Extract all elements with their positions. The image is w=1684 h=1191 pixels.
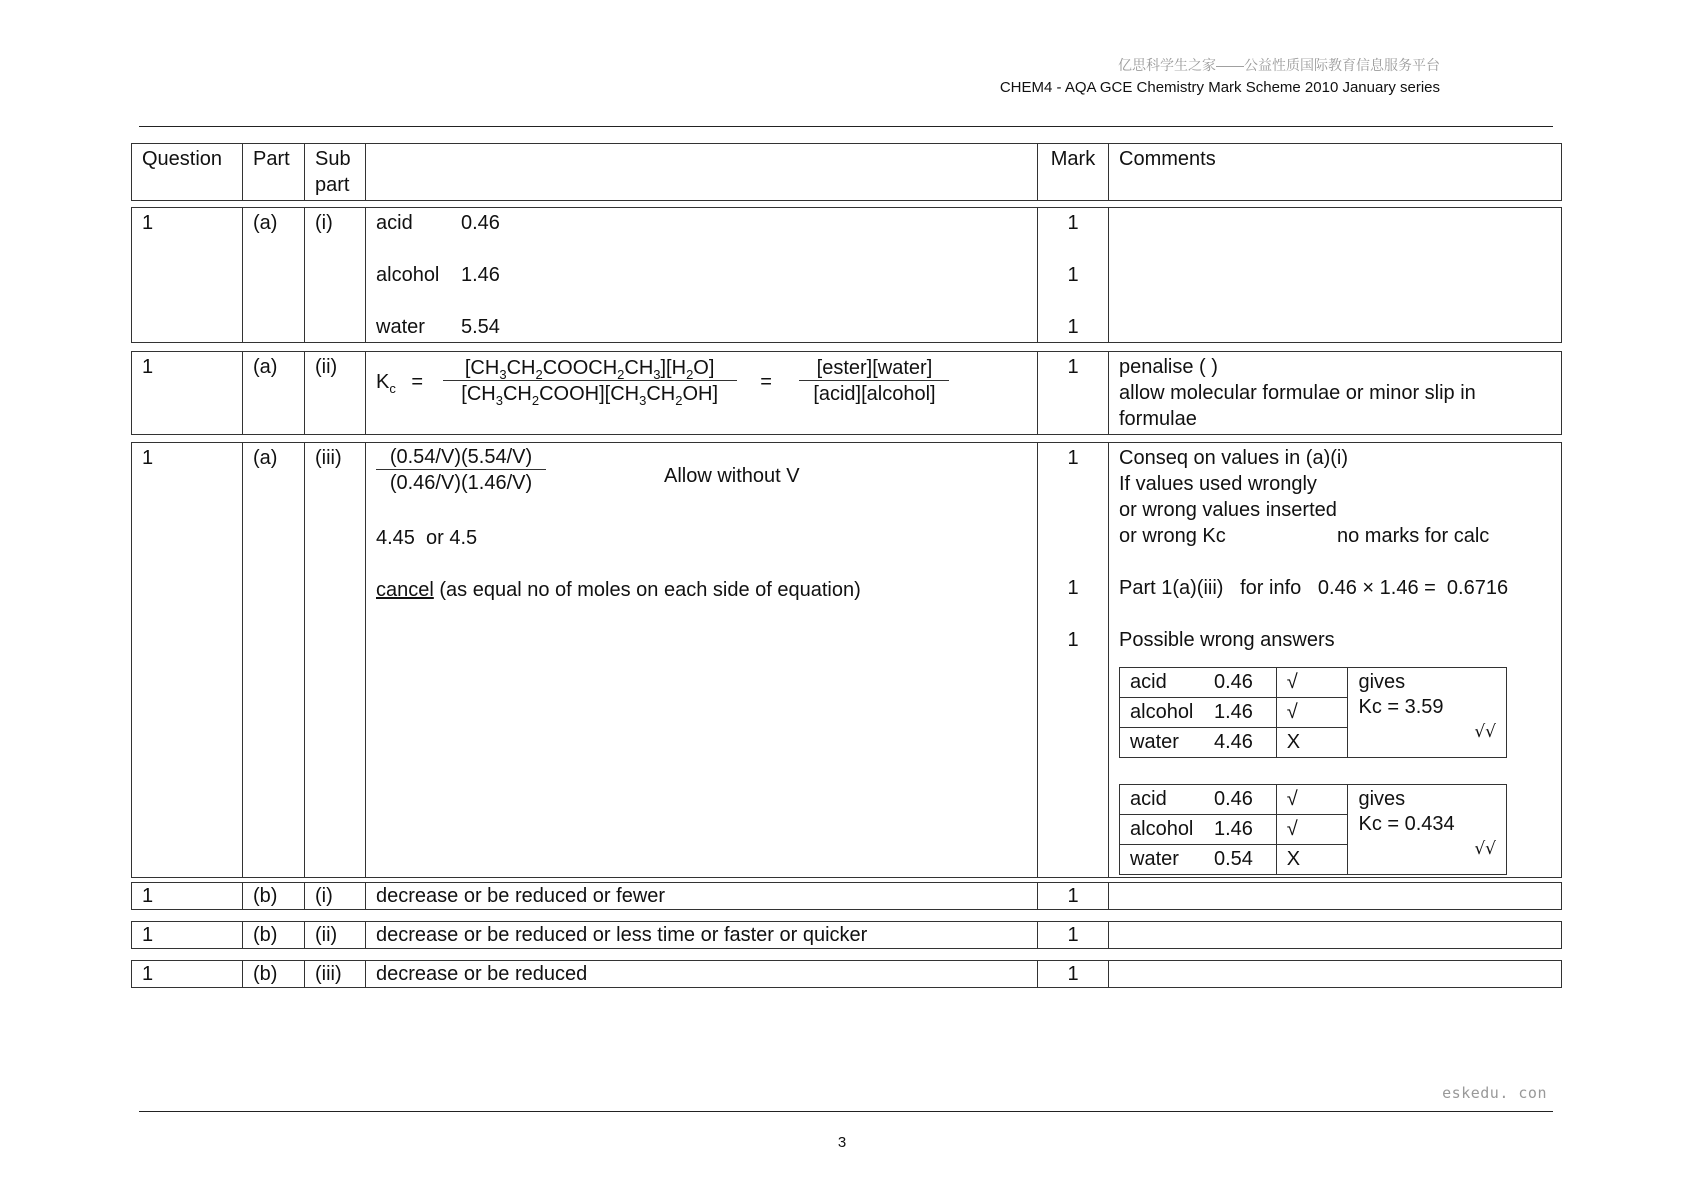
answer-value: 5.54: [461, 316, 500, 338]
mark-value: 1: [1067, 264, 1079, 286]
question-number: 1: [132, 922, 243, 949]
wrong-label: acid: [1130, 671, 1167, 693]
wrong-check: X: [1276, 728, 1348, 758]
kc-numerator: $[CH_3CH_2COOCH_2CH_3][H_2O]$: [443, 356, 737, 381]
col-header-subpart: [305, 144, 366, 201]
mark-value: 1: [1067, 316, 1079, 338]
double-tick-mark: √√: [1474, 839, 1496, 859]
comments-cell: [1109, 352, 1562, 435]
kc-expression: [376, 356, 1027, 407]
comment-line: Conseq on values in (a)(i): [1119, 447, 1348, 469]
comment-line: If values used wrongly: [1119, 473, 1317, 495]
header-document-title: CHEM4 - AQA GCE Chemistry Mark Scheme 2010 January series: [999, 79, 1440, 96]
comment-info: Part 1(a)(iii) for info 0.46 × 1.46 = 0.6716: [1119, 577, 1509, 599]
wrong-gives: gives: [1358, 671, 1406, 693]
col-header-subpart-line1: Sub: [315, 148, 351, 170]
subpart-label: (iii): [305, 443, 366, 878]
comment-line: allow molecular formulae or minor slip in: [1119, 382, 1476, 404]
wrong-row: [1120, 815, 1277, 845]
part-label: (b): [243, 883, 305, 910]
watermark: eskedu. con: [1442, 1084, 1547, 1102]
allow-without-v-note: Allow without V: [664, 465, 800, 487]
comment-line: or wrong values inserted: [1119, 499, 1337, 521]
header-site-name: 亿思科学生之家——公益性质国际教育信息服务平台: [1118, 57, 1440, 73]
col-header-question: Question: [132, 144, 243, 201]
page-number: 3: [837, 1134, 847, 1151]
mark-value: 1: [1067, 212, 1079, 234]
wrong-value: 1.46: [1214, 818, 1253, 840]
answer-text: decrease or be reduced or less time or faster or quicker: [366, 922, 1038, 949]
wrong-label: water: [1130, 731, 1179, 753]
wrong-label: water: [1130, 848, 1179, 870]
wrong-row: [1120, 728, 1277, 758]
answer-cell: [366, 352, 1038, 435]
col-header-answer: [366, 144, 1038, 201]
answer-text: decrease or be reduced or fewer: [366, 883, 1038, 910]
part-label: (b): [243, 961, 305, 988]
wrong-row: [1120, 845, 1277, 875]
wrong-value: 0.46: [1214, 788, 1253, 810]
answer-label: water: [376, 316, 425, 338]
wrong-check: √: [1276, 698, 1348, 728]
col-header-part: Part: [243, 144, 305, 201]
wrong-result: Kc = 0.434: [1358, 813, 1455, 835]
part-label: (a): [243, 443, 305, 878]
column-header-table: [131, 143, 1562, 201]
mark-value: 1: [1038, 352, 1109, 435]
wrong-row: [1120, 698, 1277, 728]
wrong-label: acid: [1130, 788, 1167, 810]
equals-sign: =: [411, 370, 424, 393]
kc-word-numerator: [ester][water]: [799, 356, 949, 381]
double-tick-mark: √√: [1474, 722, 1496, 742]
equals-sign-2: =: [760, 370, 772, 393]
col-header-mark: Mark: [1038, 144, 1109, 201]
kc-denominator: $[CH_3CH_2COOH][CH_3CH_2OH]$: [461, 383, 719, 408]
question-number: 1: [132, 208, 243, 343]
comment-wrong-kc: or wrong Kc: [1119, 525, 1226, 547]
part-label: (a): [243, 352, 305, 435]
wrong-result-cell: [1348, 668, 1507, 758]
row-1b-iii: [131, 960, 1562, 988]
comment-line: penalise ( ): [1119, 356, 1218, 378]
wrong-answer-table-1: [1119, 667, 1507, 758]
wrong-gives: gives: [1358, 788, 1406, 810]
wrong-check: √: [1276, 815, 1348, 845]
cancel-word: cancel: [376, 579, 434, 601]
mark-cell: [1038, 443, 1109, 878]
answer-cell: [366, 443, 1038, 878]
wrong-row: [1120, 785, 1277, 815]
question-number: 1: [132, 443, 243, 878]
comments-cell: [1109, 883, 1562, 910]
mark-value: 1: [1067, 629, 1079, 651]
question-number: 1: [132, 883, 243, 910]
col-header-subpart-line2: part: [315, 174, 350, 196]
answer-line-alcohol: [376, 262, 1027, 288]
comments-cell: [1109, 922, 1562, 949]
mark-value: 1: [1038, 961, 1109, 988]
kc-subscript: c: [389, 380, 396, 396]
kc-calculation-fraction: [376, 445, 546, 496]
question-number: 1: [132, 961, 243, 988]
comment-no-marks: no marks for calc: [1337, 525, 1490, 547]
answer-value: 0.46: [461, 212, 500, 234]
comment-line-kc: [1119, 523, 1551, 549]
wrong-result: Kc = 3.59: [1358, 696, 1444, 718]
comment-possible-wrong: Possible wrong answers: [1119, 629, 1335, 651]
wrong-label: alcohol: [1130, 818, 1194, 840]
question-number: 1: [132, 352, 243, 435]
subpart-label: (i): [305, 208, 366, 343]
wrong-row: [1120, 668, 1277, 698]
wrong-value: 0.54: [1214, 848, 1253, 870]
cancel-explanation: [376, 577, 1027, 603]
mark-value: 1: [1038, 883, 1109, 910]
mark-value: 1: [1067, 577, 1079, 599]
wrong-check: √: [1276, 785, 1348, 815]
answer-line-acid: [376, 210, 1027, 236]
comment-line: formulae: [1119, 408, 1197, 430]
wrong-value: 1.46: [1214, 701, 1253, 723]
answer-cell: [366, 208, 1038, 343]
kc-word-denominator: [acid][alcohol]: [813, 383, 936, 405]
subpart-label: (iii): [305, 961, 366, 988]
row-1b-i: [131, 882, 1562, 910]
mark-value: 1: [1038, 922, 1109, 949]
wrong-value: 4.46: [1214, 731, 1253, 753]
col-header-comments: Comments: [1109, 144, 1562, 201]
calc-numerator: (0.54/V)(5.54/V): [376, 445, 546, 470]
header-rule: [139, 126, 1553, 127]
calc-denominator: (0.46/V)(1.46/V): [389, 472, 533, 494]
wrong-result-cell: [1348, 785, 1507, 875]
wrong-check: √: [1276, 668, 1348, 698]
row-1a-ii: [131, 351, 1562, 435]
row-1b-ii: [131, 921, 1562, 949]
kc-symbol: [376, 370, 396, 396]
mark-value: 1: [1067, 447, 1079, 469]
mark-cell: [1038, 208, 1109, 343]
kc-fraction-words: [799, 356, 949, 407]
part-label: (b): [243, 922, 305, 949]
part-label: (a): [243, 208, 305, 343]
kc-letter: K: [376, 370, 390, 393]
comments-cell: [1109, 443, 1562, 878]
answer-text: decrease or be reduced: [366, 961, 1038, 988]
answer-line-water: [376, 314, 1027, 340]
wrong-check: X: [1276, 845, 1348, 875]
answer-value: 1.46: [461, 264, 500, 286]
wrong-value: 0.46: [1214, 671, 1253, 693]
comments-cell: [1109, 961, 1562, 988]
answer-label: acid: [376, 212, 413, 234]
subpart-label: (ii): [305, 922, 366, 949]
subpart-label: (i): [305, 883, 366, 910]
cancel-reason: (as equal no of moles on each side of equation): [433, 579, 861, 601]
row-1a-iii: [131, 442, 1562, 878]
comments-cell: [1109, 208, 1562, 343]
row-1a-i: [131, 207, 1562, 343]
wrong-label: alcohol: [1130, 701, 1194, 723]
subpart-label: (ii): [305, 352, 366, 435]
answer-label: alcohol: [376, 264, 440, 286]
kc-fraction-formulae: [443, 356, 737, 407]
footer-rule: [139, 1111, 1553, 1112]
kc-answer: 4.45 or 4.5: [376, 527, 478, 549]
wrong-answer-table-2: [1119, 784, 1507, 875]
